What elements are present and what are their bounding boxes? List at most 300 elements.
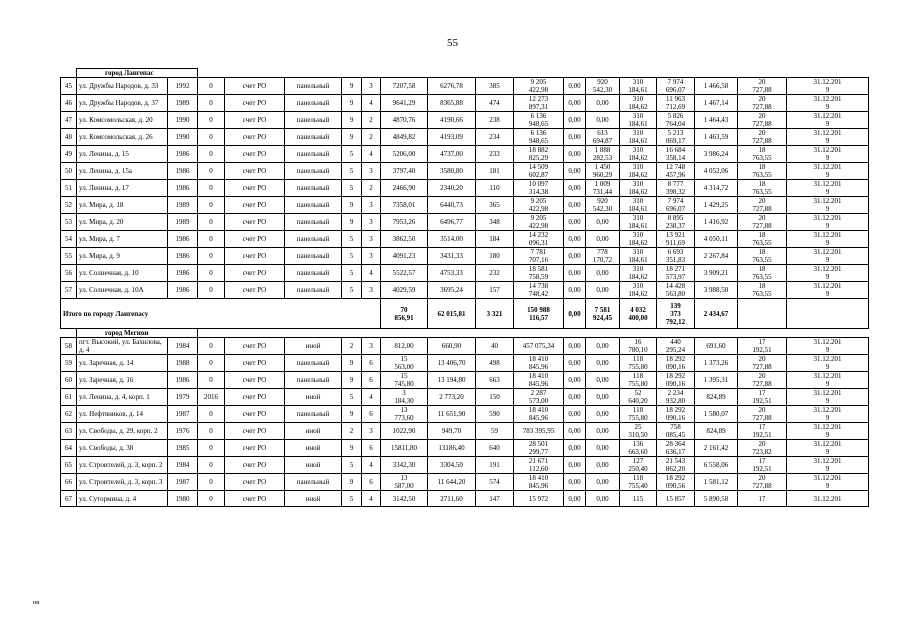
cell-cost-regional: 778 170,72 — [586, 248, 620, 265]
cell-cost-local: 310 184,61 — [620, 112, 657, 129]
cell-row-number: 58 — [61, 338, 77, 355]
cell-deadline: 31.12.201 9 — [787, 338, 869, 355]
cell-year-repair: 0 — [198, 180, 225, 197]
table-row — [61, 389, 869, 406]
cell-fund-method: счет РО — [225, 163, 285, 180]
cell-cost-owners: 8 777 398,32 — [657, 180, 695, 197]
cell-build-year: 1990 — [168, 129, 198, 146]
total-value: 62 015,81 — [428, 299, 476, 329]
table-row — [61, 423, 869, 440]
cell-cost-owners: 5 826 764,04 — [657, 112, 695, 129]
cell-year-repair: 0 — [198, 440, 225, 457]
table-row — [61, 457, 869, 474]
cell-cost-limit: 17 192,51 — [738, 457, 787, 474]
section-header — [61, 69, 869, 78]
cell-cost-regional: 920 542,30 — [586, 197, 620, 214]
cell-residents: 191 — [476, 457, 514, 474]
cell-address: ул. Заречная, д. 16 — [77, 372, 168, 389]
cell-wall-material: иной — [285, 457, 342, 474]
cell-cost-regional: 0,00 — [586, 265, 620, 282]
cell-cost-federal: 0,00 — [564, 95, 586, 112]
cell-year-repair: 2016 — [198, 389, 225, 406]
cell-address: ул. Ленина, д. 17 — [77, 180, 168, 197]
cell-cost-owners: 18 292 090,56 — [657, 474, 695, 491]
cell-deadline: 31.12.201 9 — [787, 146, 869, 163]
cell-floors: 9 — [342, 112, 362, 129]
cell-residents: 157 — [476, 282, 514, 299]
footer-mark: ни — [33, 600, 40, 606]
cell-total-area: 7207,58 — [381, 78, 428, 95]
cell-wall-material: панельный — [285, 214, 342, 231]
cell-cost-per-sqm: 1 416,92 — [695, 214, 738, 231]
cell-cost-local: 52 640,20 — [620, 389, 657, 406]
cell-cost-limit: 18 763,55 — [738, 265, 787, 282]
cell-cost-owners: 8 895 238,37 — [657, 214, 695, 231]
cell-living-area: 13 406,70 — [428, 355, 476, 372]
cell-cost-limit: 20 727,88 — [738, 214, 787, 231]
table-row — [61, 180, 869, 197]
cell-living-area: 949,70 — [428, 423, 476, 440]
cell-total-area: 4870,76 — [381, 112, 428, 129]
cell-deadline: 31.12.201 9 — [787, 78, 869, 95]
cell-deadline: 31.12.201 9 — [787, 372, 869, 389]
cell-floors: 9 — [342, 355, 362, 372]
cell-cost-limit: 20 727,88 — [738, 372, 787, 389]
cell-build-year: 1990 — [168, 112, 198, 129]
cell-wall-material: панельный — [285, 146, 342, 163]
cell-fund-method: счет РО — [225, 457, 285, 474]
cell-entrances: 2 — [362, 112, 381, 129]
cell-fund-method: счет РО — [225, 146, 285, 163]
cell-residents: 147 — [476, 491, 514, 507]
cell-floors: 5 — [342, 457, 362, 474]
cell-cost-regional: 0,00 — [586, 491, 620, 507]
cell-cost-per-sqm: 1 464,43 — [695, 112, 738, 129]
cell-cost-per-sqm: 1 463,59 — [695, 129, 738, 146]
cell-year-repair: 0 — [198, 231, 225, 248]
cell-entrances: 4 — [362, 95, 381, 112]
cell-entrances: 3 — [362, 197, 381, 214]
table-row — [61, 282, 869, 299]
total-value: 139 373 792,12 — [657, 299, 695, 329]
cell-total-cost: 2 287 573,00 — [514, 389, 564, 406]
cell-total-cost: 14 738 748,42 — [514, 282, 564, 299]
cell-row-number: 50 — [61, 163, 77, 180]
cell-address: ул. Строителей, д. 3, корп. 2 — [77, 457, 168, 474]
cell-cost-regional: 1 009 731,44 — [586, 180, 620, 197]
cell-wall-material: панельный — [285, 248, 342, 265]
cell-cost-limit: 20 727,88 — [738, 112, 787, 129]
cell-living-area: 11 644,20 — [428, 474, 476, 491]
cell-build-year: 1986 — [168, 146, 198, 163]
cell-residents: 474 — [476, 95, 514, 112]
cell-cost-regional: 0,00 — [586, 423, 620, 440]
cell-entrances: 3 — [362, 78, 381, 95]
cell-entrances: 3 — [362, 282, 381, 299]
cell-cost-owners: 18 271 573,97 — [657, 265, 695, 282]
cell-fund-method: счет РО — [225, 440, 285, 457]
cell-build-year: 1976 — [168, 423, 198, 440]
cell-cost-regional: 0,00 — [586, 214, 620, 231]
cell-fund-method: счет РО — [225, 389, 285, 406]
section-header-fill — [198, 69, 869, 78]
cell-total-area: 3 184,30 — [381, 389, 428, 406]
cell-cost-owners: 7 974 696,07 — [657, 78, 695, 95]
cell-cost-local: 310 184,62 — [620, 231, 657, 248]
table-row — [61, 214, 869, 231]
cell-address: ул. Солнечная, д. 10А — [77, 282, 168, 299]
cell-deadline: 31.12.201 9 — [787, 231, 869, 248]
cell-cost-federal: 0,00 — [564, 197, 586, 214]
cell-cost-per-sqm: 1 466,58 — [695, 78, 738, 95]
table-row — [61, 406, 869, 423]
table-row — [61, 146, 869, 163]
cell-fund-method: счет РО — [225, 95, 285, 112]
table-row — [61, 231, 869, 248]
cell-cost-limit: 20 727,88 — [738, 406, 787, 423]
cell-wall-material: панельный — [285, 112, 342, 129]
cell-cost-limit: 18 763,55 — [738, 163, 787, 180]
cell-row-number: 51 — [61, 180, 77, 197]
cell-year-repair: 0 — [198, 78, 225, 95]
cell-build-year: 1984 — [168, 457, 198, 474]
cell-living-area: 8365,88 — [428, 95, 476, 112]
cell-cost-per-sqm: 824,89 — [695, 389, 738, 406]
cell-cost-local: 118 755,80 — [620, 406, 657, 423]
cell-cost-owners: 13 921 911,69 — [657, 231, 695, 248]
cell-cost-owners: 16 684 358,14 — [657, 146, 695, 163]
cell-cost-limit: 20 727,88 — [738, 95, 787, 112]
cell-build-year: 1986 — [168, 180, 198, 197]
cell-address: ул. Дружбы Народов, д. 37 — [77, 95, 168, 112]
cell-build-year: 1989 — [168, 197, 198, 214]
section-header — [61, 329, 869, 338]
cell-build-year: 1988 — [168, 355, 198, 372]
cell-total-area: 15 563,00 — [381, 355, 428, 372]
cell-floors: 9 — [342, 372, 362, 389]
cell-cost-federal: 0,00 — [564, 457, 586, 474]
cell-residents: 348 — [476, 214, 514, 231]
cell-floors: 5 — [342, 248, 362, 265]
cell-wall-material: панельный — [285, 163, 342, 180]
cell-build-year: 1986 — [168, 265, 198, 282]
cell-living-area: 4193,09 — [428, 129, 476, 146]
cell-floors: 9 — [342, 95, 362, 112]
cell-total-cost: 783 395,95 — [514, 423, 564, 440]
cell-fund-method: счет РО — [225, 338, 285, 355]
cell-cost-owners: 2 234 932,80 — [657, 389, 695, 406]
cell-residents: 590 — [476, 406, 514, 423]
cell-cost-per-sqm: 3 988,58 — [695, 282, 738, 299]
cell-cost-owners: 7 974 696,07 — [657, 197, 695, 214]
cell-wall-material: панельный — [285, 265, 342, 282]
cell-cost-limit: 18 763,55 — [738, 180, 787, 197]
cell-address: ул. Ленина, д. 15а — [77, 163, 168, 180]
cell-row-number: 62 — [61, 406, 77, 423]
cell-cost-local: 115 — [620, 491, 657, 507]
cell-living-area: 4753,33 — [428, 265, 476, 282]
cell-cost-owners: 5 213 069,17 — [657, 129, 695, 146]
total-value: 4 032 400,00 — [620, 299, 657, 329]
cell-living-area: 2 773,20 — [428, 389, 476, 406]
cell-entrances: 3 — [362, 163, 381, 180]
cell-cost-limit: 17 192,51 — [738, 423, 787, 440]
cell-address: ул. Ленина, д. 15 — [77, 146, 168, 163]
cell-floors: 9 — [342, 214, 362, 231]
cell-cost-local: 310 184,61 — [620, 248, 657, 265]
cell-cost-per-sqm: 4 052,06 — [695, 163, 738, 180]
cell-deadline: 31.12.201 9 — [787, 197, 869, 214]
cell-floors: 9 — [342, 78, 362, 95]
cell-cost-regional: 0,00 — [586, 282, 620, 299]
cell-residents: 110 — [476, 180, 514, 197]
cell-total-area: 9641,29 — [381, 95, 428, 112]
cell-cost-local: 127 250,40 — [620, 457, 657, 474]
table-row — [61, 491, 869, 507]
section-header-spacer — [61, 69, 77, 78]
cell-total-area: 4849,82 — [381, 129, 428, 146]
cell-living-area: 6496,77 — [428, 214, 476, 231]
cell-residents: 640 — [476, 440, 514, 457]
cell-entrances: 6 — [362, 406, 381, 423]
cell-fund-method: счет РО — [225, 248, 285, 265]
cell-residents: 150 — [476, 389, 514, 406]
cell-entrances: 3 — [362, 231, 381, 248]
cell-deadline: 31.12.201 9 — [787, 355, 869, 372]
cell-floors: 5 — [342, 180, 362, 197]
cell-deadline: 31.12.201 9 — [787, 423, 869, 440]
cell-year-repair: 0 — [198, 112, 225, 129]
cell-floors: 9 — [342, 406, 362, 423]
total-value: 2 434,67 — [695, 299, 738, 329]
cell-cost-per-sqm: 1 395,31 — [695, 372, 738, 389]
total-value: 3 321 — [476, 299, 514, 329]
cell-build-year: 1989 — [168, 95, 198, 112]
cell-year-repair: 0 — [198, 338, 225, 355]
cell-cost-local: 310 184,62 — [620, 265, 657, 282]
cell-fund-method: счет РО — [225, 214, 285, 231]
cell-total-area: 7358,01 — [381, 197, 428, 214]
section-header-fill — [198, 329, 869, 338]
registry-table — [60, 68, 869, 507]
cell-row-number: 65 — [61, 457, 77, 474]
cell-build-year: 1989 — [168, 214, 198, 231]
cell-living-area: 11 651,90 — [428, 406, 476, 423]
cell-cost-per-sqm: 1 581,12 — [695, 474, 738, 491]
cell-cost-limit: 18 763,55 — [738, 146, 787, 163]
cell-cost-local: 310 184,62 — [620, 163, 657, 180]
cell-build-year: 1987 — [168, 406, 198, 423]
cell-cost-federal: 0,00 — [564, 491, 586, 507]
cell-residents: 59 — [476, 423, 514, 440]
cell-residents: 238 — [476, 112, 514, 129]
cell-row-number: 67 — [61, 491, 77, 507]
cell-cost-per-sqm: 5 890,58 — [695, 491, 738, 507]
cell-cost-regional: 0,00 — [586, 474, 620, 491]
cell-address: ул. Мира, д. 20 — [77, 214, 168, 231]
cell-total-area: 812,00 — [381, 338, 428, 355]
cell-entrances: 6 — [362, 355, 381, 372]
cell-wall-material: иной — [285, 423, 342, 440]
cell-year-repair: 0 — [198, 163, 225, 180]
cell-total-area: 13 773,60 — [381, 406, 428, 423]
cell-entrances: 2 — [362, 180, 381, 197]
section-header-spacer — [61, 329, 77, 338]
cell-total-cost: 12 273 897,31 — [514, 95, 564, 112]
cell-entrances: 6 — [362, 440, 381, 457]
cell-residents: 40 — [476, 338, 514, 355]
cell-fund-method: счет РО — [225, 78, 285, 95]
cell-row-number: 57 — [61, 282, 77, 299]
cell-deadline: 31.12.201 9 — [787, 248, 869, 265]
cell-cost-per-sqm: 6 558,06 — [695, 457, 738, 474]
cell-cost-limit: 20 727,88 — [738, 129, 787, 146]
cell-cost-regional: 0,00 — [586, 112, 620, 129]
cell-cost-per-sqm: 4 050,11 — [695, 231, 738, 248]
table-row — [61, 95, 869, 112]
cell-build-year: 1986 — [168, 282, 198, 299]
cell-wall-material: панельный — [285, 180, 342, 197]
cell-address: ул. Свободы, д. 29, корп. 2 — [77, 423, 168, 440]
cell-living-area: 13 194,80 — [428, 372, 476, 389]
cell-cost-local: 118 755,80 — [620, 372, 657, 389]
cell-deadline: 31.12.201 9 — [787, 474, 869, 491]
cell-total-cost: 14 232 096,31 — [514, 231, 564, 248]
cell-total-cost: 10 097 314,38 — [514, 180, 564, 197]
cell-address: ул. Заречная, д. 14 — [77, 355, 168, 372]
cell-total-cost: 9 205 422,98 — [514, 197, 564, 214]
cell-row-number: 66 — [61, 474, 77, 491]
cell-cost-federal: 0,00 — [564, 112, 586, 129]
cell-entrances: 4 — [362, 457, 381, 474]
cell-row-number: 54 — [61, 231, 77, 248]
cell-cost-local: 310 184,62 — [620, 180, 657, 197]
cell-deadline: 31.12.201 9 — [787, 112, 869, 129]
cell-address: ул. Мира, д. 7 — [77, 231, 168, 248]
cell-cost-owners: 12 748 457,96 — [657, 163, 695, 180]
cell-wall-material: панельный — [285, 372, 342, 389]
cell-wall-material: панельный — [285, 406, 342, 423]
cell-living-area: 13186,40 — [428, 440, 476, 457]
cell-living-area: 3514,00 — [428, 231, 476, 248]
cell-living-area: 660,90 — [428, 338, 476, 355]
cell-cost-federal: 0,00 — [564, 423, 586, 440]
cell-entrances: 4 — [362, 389, 381, 406]
cell-total-cost: 18 410 845,96 — [514, 355, 564, 372]
cell-floors: 5 — [342, 146, 362, 163]
cell-wall-material: панельный — [285, 474, 342, 491]
cell-cost-federal: 0,00 — [564, 282, 586, 299]
cell-living-area: 3580,80 — [428, 163, 476, 180]
cell-total-area: 1022,90 — [381, 423, 428, 440]
cell-deadline: 31.12.201 9 — [787, 389, 869, 406]
table-row — [61, 355, 869, 372]
cell-cost-regional: 0,00 — [586, 338, 620, 355]
cell-fund-method: счет РО — [225, 180, 285, 197]
cell-cost-regional: 0,00 — [586, 355, 620, 372]
cell-total-area: 3342,30 — [381, 457, 428, 474]
cell-cost-limit: 20 727,88 — [738, 197, 787, 214]
cell-cost-federal: 0,00 — [564, 78, 586, 95]
total-value: 150 988 116,57 — [514, 299, 564, 329]
cell-build-year: 1979 — [168, 389, 198, 406]
cell-build-year: 1986 — [168, 372, 198, 389]
cell-cost-regional: 0,00 — [586, 457, 620, 474]
cell-total-cost: 15 972 — [514, 491, 564, 507]
cell-living-area: 3304,50 — [428, 457, 476, 474]
cell-total-cost: 21 671 112,60 — [514, 457, 564, 474]
cell-deadline: 31.12.201 9 — [787, 282, 869, 299]
table-row — [61, 372, 869, 389]
cell-year-repair: 0 — [198, 146, 225, 163]
cell-floors: 5 — [342, 491, 362, 507]
cell-build-year: 1980 — [168, 491, 198, 507]
cell-cost-per-sqm: 3 909,21 — [695, 265, 738, 282]
cell-row-number: 47 — [61, 112, 77, 129]
cell-year-repair: 0 — [198, 197, 225, 214]
cell-residents: 663 — [476, 372, 514, 389]
cell-row-number: 56 — [61, 265, 77, 282]
cell-entrances: 3 — [362, 248, 381, 265]
cell-build-year: 1986 — [168, 163, 198, 180]
table-row — [61, 197, 869, 214]
cell-cost-federal: 0,00 — [564, 180, 586, 197]
cell-cost-owners: 15 857 — [657, 491, 695, 507]
cell-total-area: 5206,00 — [381, 146, 428, 163]
cell-cost-per-sqm: 2 267,84 — [695, 248, 738, 265]
cell-cost-regional: 1 450 960,29 — [586, 163, 620, 180]
cell-cost-per-sqm: 1 580,07 — [695, 406, 738, 423]
cell-cost-local: 118 755,80 — [620, 355, 657, 372]
cell-year-repair: 0 — [198, 372, 225, 389]
cell-fund-method: счет РО — [225, 474, 285, 491]
cell-year-repair: 0 — [198, 474, 225, 491]
cell-wall-material: панельный — [285, 197, 342, 214]
cell-cost-federal: 0,00 — [564, 163, 586, 180]
cell-cost-limit: 18 763,55 — [738, 248, 787, 265]
cell-address: ул. Комсомольская, д. 26 — [77, 129, 168, 146]
cell-cost-limit: 20 727,88 — [738, 474, 787, 491]
cell-floors: 5 — [342, 389, 362, 406]
cell-year-repair: 0 — [198, 457, 225, 474]
cell-row-number: 52 — [61, 197, 77, 214]
cell-wall-material: панельный — [285, 95, 342, 112]
cell-cost-federal: 0,00 — [564, 440, 586, 457]
cell-cost-regional: 0,00 — [586, 372, 620, 389]
cell-entrances: 4 — [362, 146, 381, 163]
cell-entrances: 4 — [362, 265, 381, 282]
cell-address: пгт. Высокий, ул. Бахилова, д. 4 — [77, 338, 168, 355]
cell-cost-local: 310 184,62 — [620, 146, 657, 163]
cell-year-repair: 0 — [198, 423, 225, 440]
table-row — [61, 248, 869, 265]
cell-fund-method: счет РО — [225, 423, 285, 440]
cell-cost-local: 310 184,61 — [620, 214, 657, 231]
cell-total-cost: 18 410 845,96 — [514, 406, 564, 423]
cell-cost-federal: 0,00 — [564, 389, 586, 406]
page-number: 55 — [447, 37, 458, 49]
cell-wall-material: иной — [285, 338, 342, 355]
cell-build-year: 1992 — [168, 78, 198, 95]
cell-cost-per-sqm: 1 467,14 — [695, 95, 738, 112]
table-row — [61, 78, 869, 95]
cell-cost-per-sqm: 3 986,24 — [695, 146, 738, 163]
cell-residents: 181 — [476, 163, 514, 180]
cell-row-number: 60 — [61, 372, 77, 389]
cell-cost-owners: 11 963 712,69 — [657, 95, 695, 112]
total-empty-cell — [787, 299, 869, 329]
cell-build-year: 1986 — [168, 231, 198, 248]
